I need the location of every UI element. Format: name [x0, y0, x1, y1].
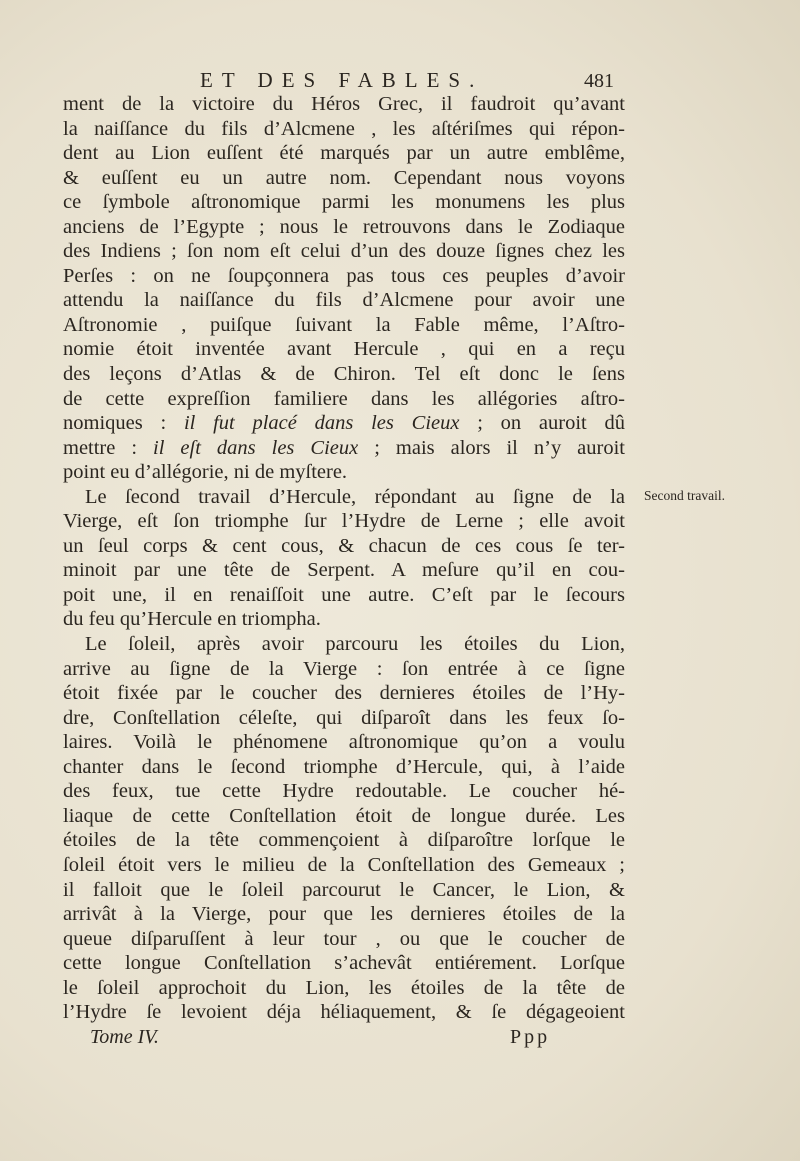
text-segment: ce ſymbole aſtronomique parmi les monumens les plus — [63, 191, 625, 214]
body-text — [63, 92, 625, 1025]
text-segment: le ſoleil approchoit du Lion, les étoiles de la tête de — [63, 976, 625, 999]
text-line — [63, 534, 625, 559]
text-line — [63, 681, 625, 706]
text-line — [63, 387, 625, 412]
text-line — [63, 951, 625, 976]
text-segment: arrivât à la Vierge, pour que les dernieres étoiles de la — [63, 903, 625, 926]
text-line — [63, 166, 625, 191]
text-line — [63, 878, 625, 903]
text-segment: Le ſecond travail d’Hercule, répondant au ſigne de la — [85, 485, 625, 508]
text-line — [63, 215, 625, 240]
text-segment: minoit par une tête de Serpent. A meſure qu’il en cou- — [63, 559, 625, 582]
volume-label: Tome IV. — [90, 1026, 159, 1048]
text-line — [63, 828, 625, 853]
text-segment: la naiſſance du fils d’Alcmene , les aſtériſmes qui répon- — [63, 117, 625, 140]
text-segment: un ſeul corps & cent cous, & chacun de ces cous ſe ter- — [63, 534, 625, 557]
text-line — [63, 583, 625, 608]
text-segment: ; on auroit dû — [459, 412, 626, 435]
text-line — [63, 190, 625, 215]
text-segment: & euſſent eu un autre nom. Cependant nous voyons — [63, 166, 625, 189]
text-segment: cette longue Conſtellation s’achevât entiérement. Lorſque — [63, 952, 625, 975]
text-segment: des Indiens ; ſon nom eſt celui d’un des douze ſignes chez les — [63, 240, 625, 263]
text-segment: Perſes : on ne ſoupçonnera pas tous ces peuples d’avoir — [63, 264, 625, 287]
text-line — [63, 558, 625, 583]
text-line — [63, 92, 625, 117]
text-line — [63, 730, 625, 755]
text-line — [63, 976, 625, 1001]
text-line — [63, 657, 625, 682]
signature-mark: Ppp — [510, 1026, 551, 1048]
text-segment: attendu la naiſſance du fils d’Alcmene pour avoir une — [63, 289, 625, 312]
text-line — [63, 264, 625, 289]
text-segment: ; mais alors il n’y auroit — [358, 436, 625, 459]
text-segment: dre, Conſtellation céleſte, qui diſparoît dans les feux ſo- — [63, 706, 625, 729]
text-line — [63, 804, 625, 829]
text-segment: l’Hydre ſe levoient déja héliaquement, & ſe dégageoient — [63, 1001, 625, 1024]
text-line — [63, 436, 625, 461]
text-segment: arrive au ſigne de la Vierge : ſon entrée à ce ſigne — [63, 657, 625, 680]
text-segment: nomiques : — [63, 412, 184, 435]
text-segment: étoiles de la tête commençoient à diſparoître lorſque le — [63, 829, 625, 852]
text-segment: point eu d’allégorie, ni de myſtere. — [63, 461, 348, 484]
text-segment: nomie étoit inventée avant Hercule , qui en a reçu — [63, 338, 625, 361]
running-title: ET DES FABLES. — [200, 68, 484, 92]
text-line — [63, 141, 625, 166]
text-line — [63, 460, 625, 485]
text-segment: anciens de l’Egypte ; nous le retrouvons dans le Zodiaque — [63, 215, 625, 238]
text-segment: queue diſparuſſent à leur tour , ou que le coucher de — [63, 927, 625, 950]
text-line — [63, 706, 625, 731]
text-segment: liaque de cette Conſtellation étoit de longue durée. Les — [63, 804, 625, 827]
text-segment: laires. Voilà le phénomene aſtronomique qu’on a voulu — [63, 731, 625, 754]
text-segment: il falloit que le ſoleil parcourut le Cancer, le Lion, & — [63, 878, 625, 901]
text-segment: Le ſoleil, après avoir parcouru les étoiles du Lion, — [85, 633, 625, 656]
text-line — [63, 927, 625, 952]
text-segment: des leçons d’Atlas & de Chiron. Tel eſt donc le ſens — [63, 363, 625, 386]
text-line — [63, 313, 625, 338]
text-line — [63, 853, 625, 878]
text-segment: ſoleil étoit vers le milieu de la Conſtellation des Gemeaux ; — [63, 853, 625, 876]
margin-note: Second travail. — [644, 488, 725, 503]
italic-text: il eſt dans les Cieux — [153, 436, 359, 459]
text-line — [63, 779, 625, 804]
text-line — [63, 411, 625, 436]
text-segment: de cette expreſſion familiere dans les allégories aſtro- — [63, 387, 625, 410]
text-line — [63, 1000, 625, 1025]
italic-text: il fut placé dans les Cieux — [183, 412, 460, 435]
text-line — [63, 117, 625, 142]
text-line — [63, 755, 625, 780]
text-line — [63, 362, 625, 387]
text-segment: dent au Lion euſſent été marqués par un autre emblême, — [63, 142, 625, 165]
text-segment: mettre : — [63, 436, 154, 459]
text-segment: du feu qu’Hercule en triompha. — [63, 608, 321, 631]
text-line — [63, 239, 625, 264]
text-segment: étoit fixée par le coucher des dernieres étoiles de l’Hy- — [63, 682, 625, 705]
page-number: 481 — [584, 70, 614, 92]
text-line — [63, 902, 625, 927]
text-segment: chanter dans le ſecond triomphe d’Hercule, qui, à l’aide — [63, 755, 625, 778]
text-line — [63, 337, 625, 362]
text-segment: Vierge, eſt ſon triomphe ſur l’Hydre de Lerne ; elle avoit — [63, 510, 625, 533]
text-line — [63, 485, 625, 510]
text-line — [63, 288, 625, 313]
text-line — [63, 607, 625, 632]
text-segment: des feux, tue cette Hydre redoutable. Le coucher hé- — [63, 780, 625, 803]
text-segment: ment de la victoire du Héros Grec, il faudroit qu’avant — [63, 93, 625, 115]
text-segment: Aſtronomie , puiſque ſuivant la Fable même, l’Aſtro- — [63, 313, 625, 336]
text-segment: poit une, il en renaiſſoit une autre. C’eſt par le ſecours — [63, 583, 625, 606]
text-line — [63, 509, 625, 534]
text-line — [63, 632, 625, 657]
